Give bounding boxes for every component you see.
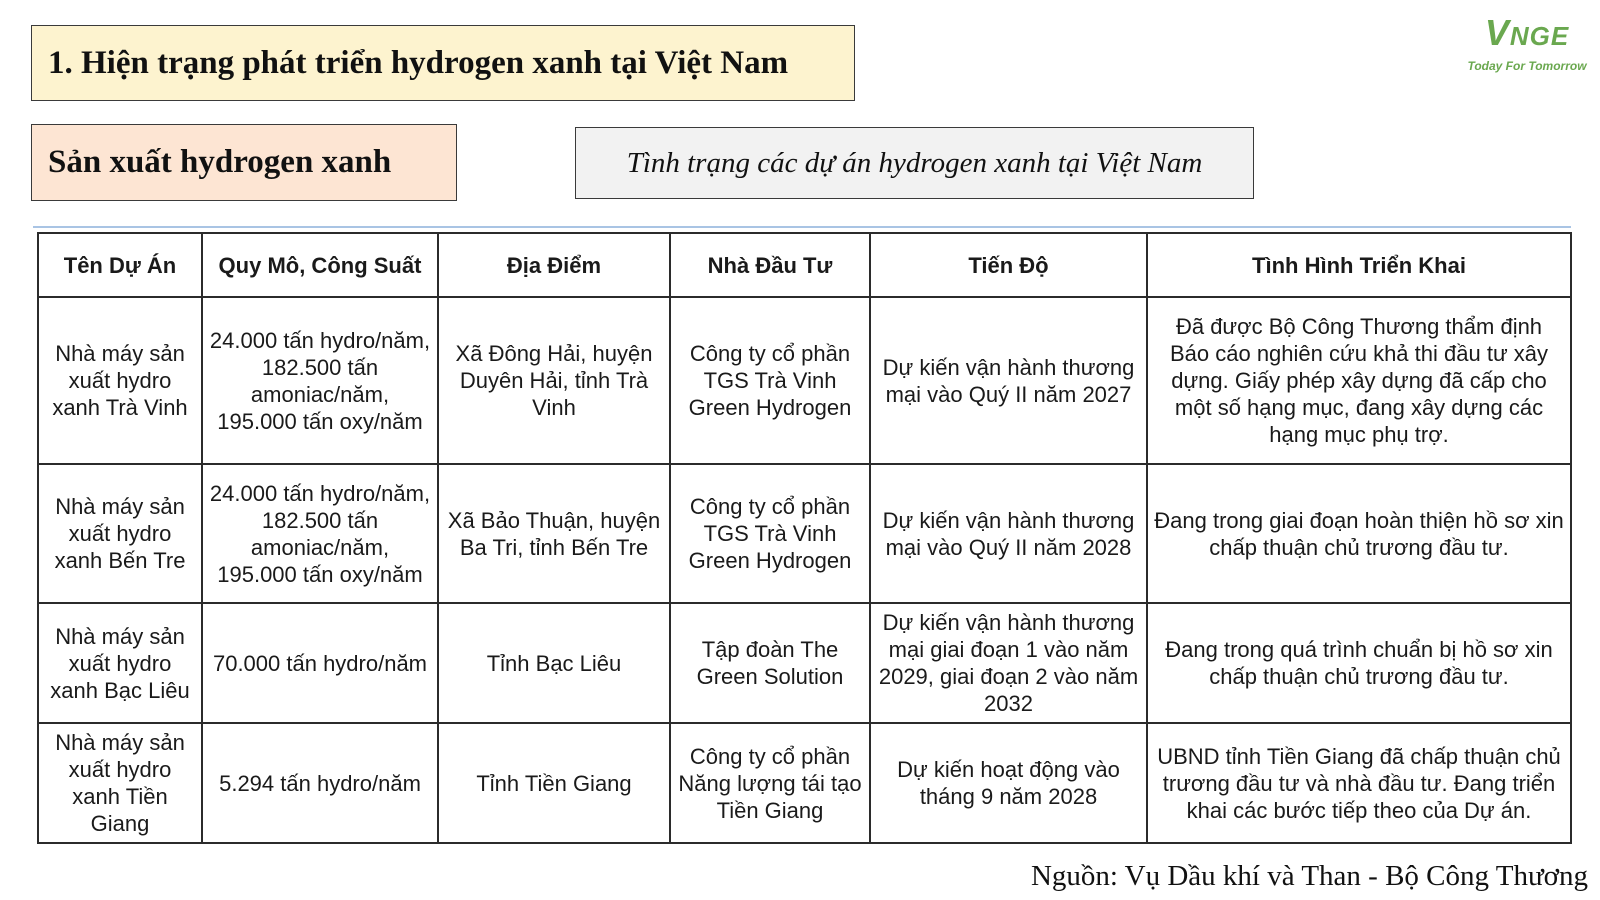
- table-header-row: [38, 233, 1571, 297]
- location-cell: Xã Đông Hải, huyện Duyên Hải, tỉnh Trà Vinh: [438, 297, 670, 464]
- location-cell: Xã Bảo Thuận, huyện Ba Tri, tỉnh Bến Tre: [438, 464, 670, 603]
- table-caption: Tình trạng các dự án hydrogen xanh tại Việt Nam: [575, 127, 1254, 199]
- status-cell: Đang trong giai đoạn hoàn thiện hồ sơ xin chấp thuận chủ trương đầu tư.: [1147, 464, 1571, 603]
- table-row: [38, 603, 1571, 723]
- logo-mark-initial: V: [1484, 12, 1510, 53]
- schedule-cell: Dự kiến vận hành thương mại vào Quý II năm 2028: [870, 464, 1147, 603]
- schedule-cell: Dự kiến vận hành thương mại giai đoạn 1 vào năm 2029, giai đoạn 2 vào năm 2032: [870, 603, 1147, 723]
- capacity-cell: 5.294 tấn hydro/năm: [202, 723, 438, 843]
- column-header: Quy Mô, Công Suất: [202, 233, 438, 297]
- investor-cell: Tập đoàn The Green Solution: [670, 603, 870, 723]
- projects-table: [37, 232, 1572, 844]
- logo-slogan: Today For Tomorrow: [1467, 59, 1587, 73]
- table-row: [38, 723, 1571, 843]
- status-cell: UBND tỉnh Tiền Giang đã chấp thuận chủ trương đầu tư và nhà đầu tư. Đang triển khai các bước tiếp theo của Dự án.: [1147, 723, 1571, 843]
- investor-cell: Công ty cổ phần TGS Trà Vinh Green Hydrogen: [670, 297, 870, 464]
- column-header: Tiến Độ: [870, 233, 1147, 297]
- slide-title: 1. Hiện trạng phát triển hydrogen xanh tại Việt Nam: [31, 25, 855, 101]
- capacity-cell: 70.000 tấn hydro/năm: [202, 603, 438, 723]
- location-cell: Tỉnh Bạc Liêu: [438, 603, 670, 723]
- project-name-cell: Nhà máy sản xuất hydro xanh Bến Tre: [38, 464, 202, 603]
- logo-mark-rest: NGE: [1509, 21, 1570, 51]
- column-header: Tình Hình Triển Khai: [1147, 233, 1571, 297]
- source-note: Nguồn: Vụ Dầu khí và Than - Bộ Công Thương: [1030, 860, 1588, 892]
- capacity-cell: 24.000 tấn hydro/năm, 182.500 tấn amoniac/năm, 195.000 tấn oxy/năm: [202, 464, 438, 603]
- schedule-cell: Dự kiến vận hành thương mại vào Quý II năm 2027: [870, 297, 1147, 464]
- table-row: [38, 297, 1571, 464]
- section-heading: Sản xuất hydrogen xanh: [31, 124, 457, 201]
- investor-cell: Công ty cổ phần Năng lượng tái tạo Tiền Giang: [670, 723, 870, 843]
- investor-cell: Công ty cổ phần TGS Trà Vinh Green Hydrogen: [670, 464, 870, 603]
- vnge-logo: [1462, 12, 1592, 84]
- capacity-cell: 24.000 tấn hydro/năm, 182.500 tấn amoniac/năm, 195.000 tấn oxy/năm: [202, 297, 438, 464]
- table-row: [38, 464, 1571, 603]
- schedule-cell: Dự kiến hoạt động vào tháng 9 năm 2028: [870, 723, 1147, 843]
- column-header: Tên Dự Án: [38, 233, 202, 297]
- logo-mark: [1462, 12, 1592, 53]
- project-name-cell: Nhà máy sản xuất hydro xanh Tiền Giang: [38, 723, 202, 843]
- status-cell: Đang trong quá trình chuẩn bị hồ sơ xin chấp thuận chủ trương đầu tư.: [1147, 603, 1571, 723]
- divider-line: [33, 226, 1571, 228]
- column-header: Nhà Đầu Tư: [670, 233, 870, 297]
- project-name-cell: Nhà máy sản xuất hydro xanh Bạc Liêu: [38, 603, 202, 723]
- status-cell: Đã được Bộ Công Thương thẩm định Báo cáo nghiên cứu khả thi đầu tư xây dựng. Giấy phép xây dựng đã cấp cho một số hạng mục, đang xây dựng các hạng mục phụ trợ.: [1147, 297, 1571, 464]
- column-header: Địa Điểm: [438, 233, 670, 297]
- location-cell: Tỉnh Tiền Giang: [438, 723, 670, 843]
- project-name-cell: Nhà máy sản xuất hydro xanh Trà Vinh: [38, 297, 202, 464]
